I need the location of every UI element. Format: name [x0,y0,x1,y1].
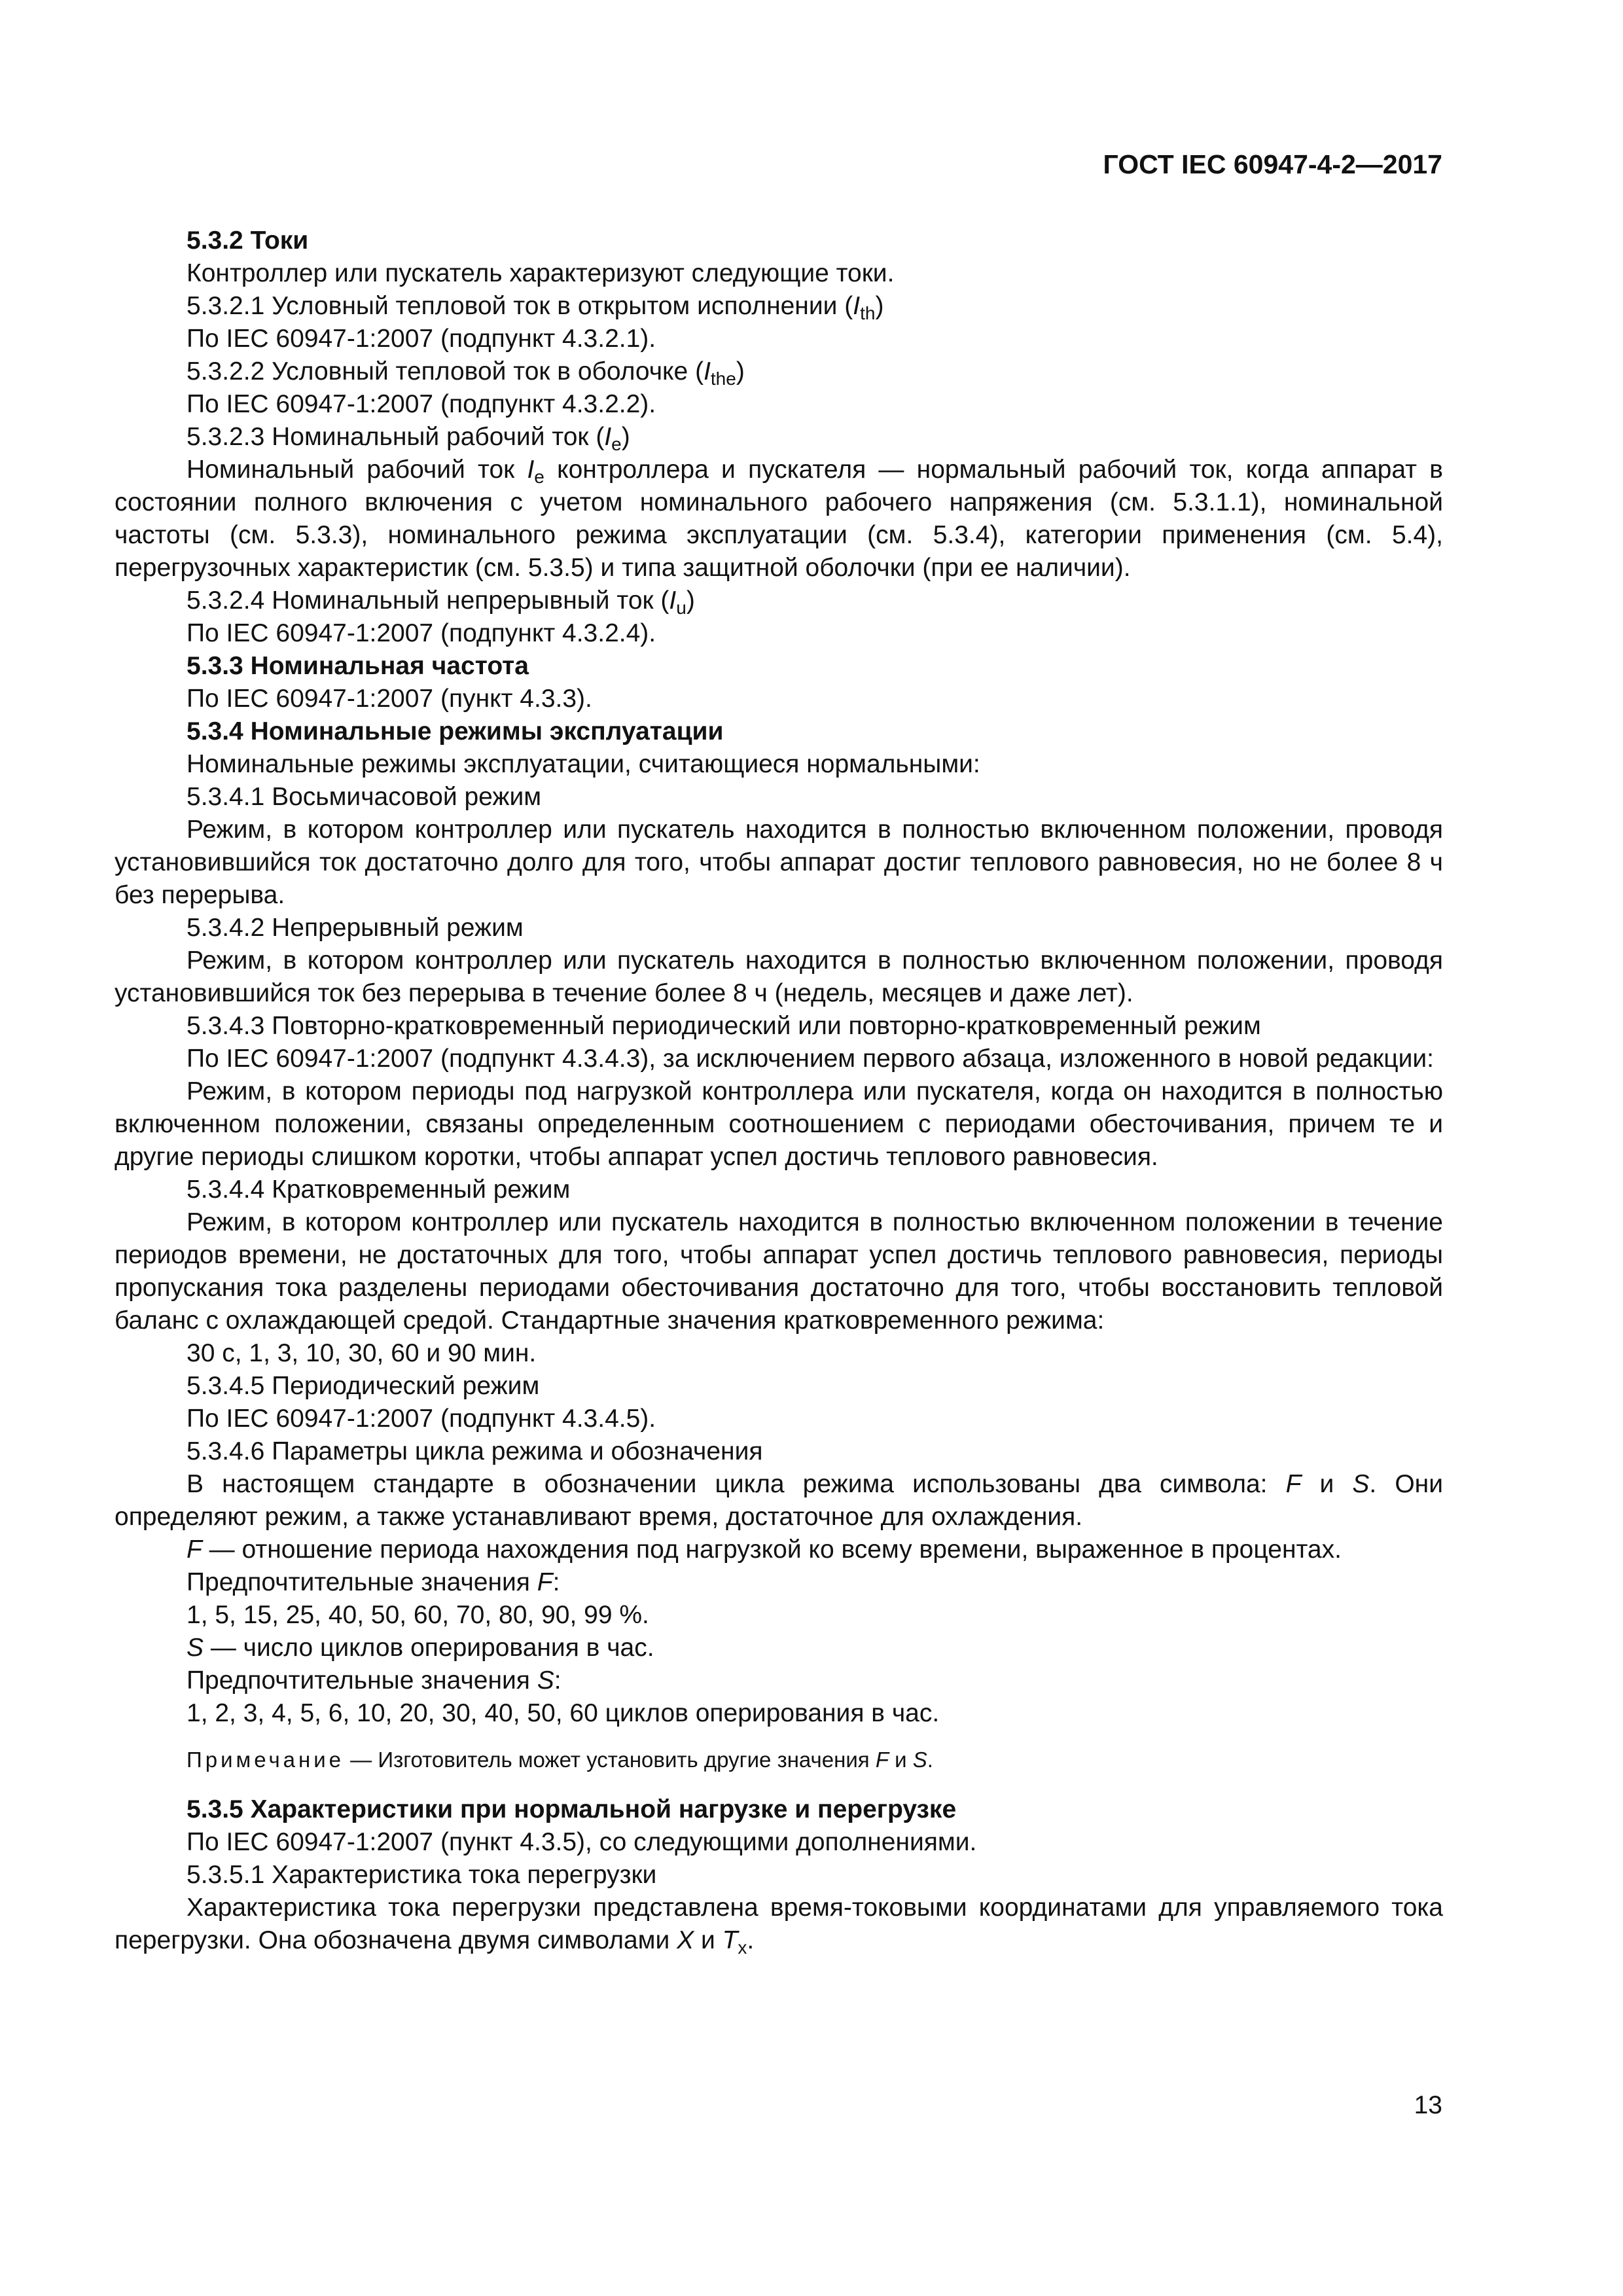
reference-paragraph: По IEC 60947-1:2007 (подпункт 4.3.4.3), за исключением первого абзаца, изложенного в новой редакции: [187,1045,1435,1073]
page-number: 13 [1414,2091,1442,2119]
values-line: 30 с, 1, 3, 10, 30, 60 и 90 мин. [187,1339,537,1367]
subsection-5-3-5-1-heading: 5.3.5.1 Характеристика тока перегрузки [187,1861,657,1889]
document-code-header: ГОСТ IEC 60947-4-2—2017 [1103,149,1442,179]
reference-paragraph: По IEC 60947-1:2007 (подпункт 4.3.4.5). [187,1405,656,1433]
subsection-5-3-2-4-heading: 5.3.2.4 Номинальный непрерывный ток $(I_u)$ [187,586,695,618]
paragraph: Режим, в котором контроллер или пускатель находится в полностью включенном положении, проводя установившийся ток без перерыва в течение более 8 ч (недель, месяцев и даже лет). [115,946,1443,1007]
paragraph: Характеристика тока перегрузки представлена время-токовыми координатами для управляемого тока перегрузки. Она обозначена двумя символами X и $T_x$. [115,1893,1443,1958]
section-5-3-2-heading: 5.3.2 Токи [187,226,309,255]
paragraph: Режим, в котором контроллер или пускатель находится в полностью включенном положении в течение периодов времени, не достаточных для того, чтобы аппарат успел достичь теплового равновесия, периоды пропускания тока разделены периодами обесточивания достаточно для того, чтобы восстановить тепловой баланс с охлаждающей средой. Стандартные значения кратковременного режима: [115,1208,1443,1335]
document-body [115,224,1443,1957]
subsection-5-3-4-2-heading: 5.3.4.2 Непрерывный режим [187,914,524,942]
subsection-5-3-4-1-heading: 5.3.4.1 Восьмичасовой режим [187,783,542,811]
definition-s: S — число циклов оперирования в час. [187,1634,654,1662]
subsection-5-3-2-3-heading: 5.3.2.3 Номинальный рабочий ток $(I_e)$ [187,423,630,454]
paragraph: Контроллер или пускатель характеризуют следующие токи. [187,259,895,287]
paragraph: В настоящем стандарте в обозначении цикла режима использованы два символа: F и S. Они определяют режим, а также устанавливают время, достаточное для охлаждения. [115,1470,1443,1531]
subsection-5-3-4-4-heading: 5.3.4.4 Кратковременный режим [187,1175,571,1204]
note: Примечание — Изготовитель может установить другие значения F и S. [187,1748,933,1772]
reference-paragraph: По IEC 60947-1:2007 (пункт 4.3.3). [187,685,592,713]
reference-paragraph: По IEC 60947-1:2007 (подпункт 4.3.2.2). [187,390,656,418]
section-5-3-3-heading: 5.3.3 Номинальная частота [187,652,529,680]
subsection-5-3-2-1-heading: 5.3.2.1 Условный тепловой ток в открытом исполнении $(I_{th})$ [187,292,884,323]
subsection-5-3-4-5-heading: 5.3.4.5 Периодический режим [187,1372,540,1400]
reference-paragraph: По IEC 60947-1:2007 (подпункт 4.3.2.4). [187,619,656,647]
subsection-5-3-4-3-heading: 5.3.4.3 Повторно-кратковременный периодический или повторно-кратковременный режим [187,1012,1261,1040]
section-5-3-5-heading: 5.3.5 Характеристики при нормальной нагрузке и перегрузке [187,1795,957,1823]
values-line: 1, 2, 3, 4, 5, 6, 10, 20, 30, 40, 50, 60 циклов оперирования в час. [187,1699,940,1727]
subsection-5-3-4-6-heading: 5.3.4.6 Параметры цикла режима и обозначения [187,1437,763,1465]
paragraph: Режим, в котором контроллер или пускатель находится в полностью включенном положении, проводя установившийся ток достаточно долго для того, чтобы аппарат достиг теплового равновесия, но не более 8 ч без перерыва. [115,816,1443,909]
reference-paragraph: По IEC 60947-1:2007 (пункт 4.3.5), со следующими дополнениями. [187,1828,977,1856]
paragraph: Номинальные режимы эксплуатации, считающиеся нормальными: [187,750,980,778]
preferred-values-f-label: Предпочтительные значения F: [187,1568,560,1596]
paragraph: Режим, в котором периоды под нагрузкой контроллера или пускателя, когда он находится в полностью включенном положении, связаны определенным соотношением с периодами обесточивания, причем те и другие периоды слишком коротки, чтобы аппарат успел достичь теплового равновесия. [115,1077,1443,1171]
definition-f: F — отношение периода нахождения под нагрузкой ко всему времени, выраженное в процентах. [187,1535,1342,1564]
reference-paragraph: По IEC 60947-1:2007 (подпункт 4.3.2.1). [187,325,656,353]
preferred-values-s-label: Предпочтительные значения S: [187,1666,562,1695]
section-5-3-4-heading: 5.3.4 Номинальные режимы эксплуатации [187,717,724,745]
paragraph: Номинальный рабочий ток $I_e$ контроллера и пускателя — нормальный рабочий ток, когда аппарат в состоянии полного включения с учетом номинального рабочего напряжения (см. 5.3.1.1), номинальной частоты (см. 5.3.3), номинального режима эксплуатации (см. 5.3.4), категории применения (см. 5.4), перегрузочных характеристик (см. 5.3.5) и типа защитной оболочки (при ее наличии). [115,456,1443,582]
values-line: 1, 5, 15, 25, 40, 50, 60, 70, 80, 90, 99 %. [187,1601,649,1629]
subsection-5-3-2-2-heading: 5.3.2.2 Условный тепловой ток в оболочке $(I_{the})$ [187,357,745,389]
